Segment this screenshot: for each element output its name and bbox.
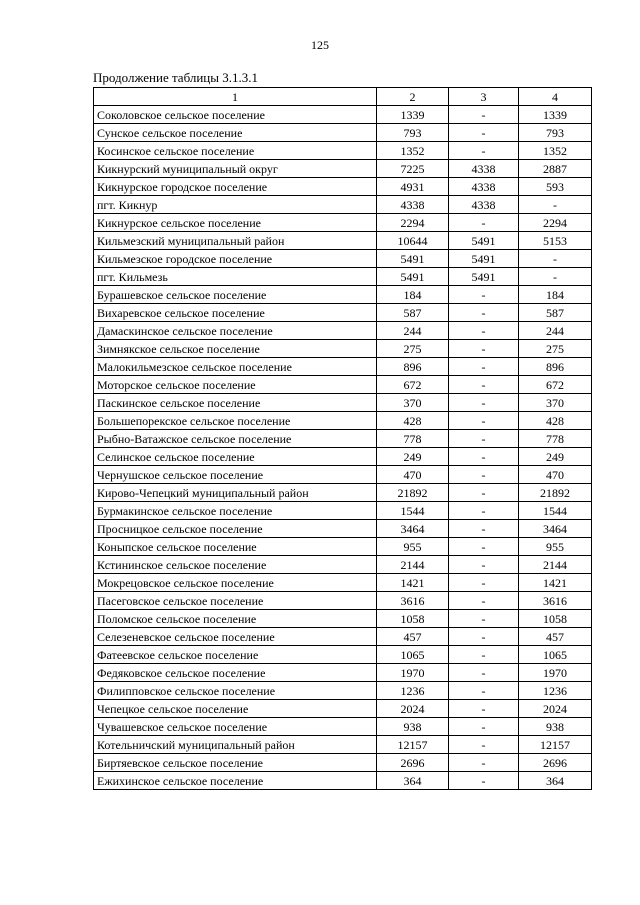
- settlement-name-cell: Кикнурский муниципальный округ: [94, 160, 377, 178]
- settlement-name-cell: Бурмакинское сельское поселение: [94, 502, 377, 520]
- settlement-name-cell: Кстининское сельское поселение: [94, 556, 377, 574]
- value-cell-col4: 244: [519, 322, 592, 340]
- value-cell-col2: 7225: [377, 160, 449, 178]
- settlement-name-cell: Биртяевское сельское поселение: [94, 754, 377, 772]
- value-cell-col2: 275: [377, 340, 449, 358]
- value-cell-col3: -: [449, 394, 519, 412]
- value-cell-col3: 5491: [449, 232, 519, 250]
- value-cell-col4: 938: [519, 718, 592, 736]
- value-cell-col2: 1236: [377, 682, 449, 700]
- table-row: [94, 340, 592, 358]
- settlement-name-cell: Коныпское сельское поселение: [94, 538, 377, 556]
- value-cell-col4: 3464: [519, 520, 592, 538]
- settlement-name-cell: Кильмезское городское поселение: [94, 250, 377, 268]
- table-caption: Продолжение таблицы 3.1.3.1: [93, 70, 258, 85]
- value-cell-col2: 10644: [377, 232, 449, 250]
- value-cell-col2: 955: [377, 538, 449, 556]
- value-cell-col4: 2024: [519, 700, 592, 718]
- value-cell-col4: 21892: [519, 484, 592, 502]
- table-row: [94, 448, 592, 466]
- table-row: [94, 376, 592, 394]
- value-cell-col3: 4338: [449, 178, 519, 196]
- value-cell-col2: 12157: [377, 736, 449, 754]
- table-row: [94, 466, 592, 484]
- value-cell-col4: 1352: [519, 142, 592, 160]
- value-cell-col3: -: [449, 502, 519, 520]
- value-cell-col3: -: [449, 448, 519, 466]
- value-cell-col3: -: [449, 304, 519, 322]
- table-body: [94, 106, 592, 790]
- value-cell-col2: 470: [377, 466, 449, 484]
- table-row: [94, 646, 592, 664]
- settlement-name-cell: Чернушское сельское поселение: [94, 466, 377, 484]
- value-cell-col4: 1065: [519, 646, 592, 664]
- value-cell-col4: 470: [519, 466, 592, 484]
- column-header: 4: [519, 88, 592, 106]
- table-row: [94, 538, 592, 556]
- value-cell-col3: -: [449, 700, 519, 718]
- value-cell-col2: 249: [377, 448, 449, 466]
- value-cell-col4: 2696: [519, 754, 592, 772]
- value-cell-col2: 1544: [377, 502, 449, 520]
- settlement-name-cell: Кильмезский муниципальный район: [94, 232, 377, 250]
- value-cell-col3: -: [449, 610, 519, 628]
- table-row: [94, 664, 592, 682]
- settlement-name-cell: Пасеговское сельское поселение: [94, 592, 377, 610]
- value-cell-col2: 1970: [377, 664, 449, 682]
- value-cell-col4: 1544: [519, 502, 592, 520]
- value-cell-col3: 4338: [449, 196, 519, 214]
- value-cell-col2: 1339: [377, 106, 449, 124]
- settlement-name-cell: пгт. Кикнур: [94, 196, 377, 214]
- value-cell-col2: 778: [377, 430, 449, 448]
- value-cell-col3: -: [449, 358, 519, 376]
- table-row: [94, 196, 592, 214]
- value-cell-col4: 184: [519, 286, 592, 304]
- table-row: [94, 250, 592, 268]
- value-cell-col3: -: [449, 772, 519, 790]
- value-cell-col2: 364: [377, 772, 449, 790]
- value-cell-col2: 2294: [377, 214, 449, 232]
- settlement-name-cell: Большепорекское сельское поселение: [94, 412, 377, 430]
- settlement-name-cell: Сунское сельское поселение: [94, 124, 377, 142]
- table-row: [94, 142, 592, 160]
- value-cell-col3: -: [449, 142, 519, 160]
- value-cell-col4: 1236: [519, 682, 592, 700]
- value-cell-col4: 370: [519, 394, 592, 412]
- value-cell-col3: -: [449, 430, 519, 448]
- settlement-name-cell: Чепецкое сельское поселение: [94, 700, 377, 718]
- value-cell-col3: -: [449, 214, 519, 232]
- value-cell-col3: 4338: [449, 160, 519, 178]
- value-cell-col4: -: [519, 196, 592, 214]
- value-cell-col2: 5491: [377, 268, 449, 286]
- settlement-name-cell: Зимнякское сельское поселение: [94, 340, 377, 358]
- value-cell-col4: 5153: [519, 232, 592, 250]
- value-cell-col3: -: [449, 736, 519, 754]
- value-cell-col3: -: [449, 538, 519, 556]
- value-cell-col2: 5491: [377, 250, 449, 268]
- page-number: 125: [311, 38, 329, 52]
- value-cell-col4: -: [519, 250, 592, 268]
- settlement-name-cell: Косинское сельское поселение: [94, 142, 377, 160]
- value-cell-col3: -: [449, 628, 519, 646]
- table-row: [94, 736, 592, 754]
- value-cell-col4: 896: [519, 358, 592, 376]
- value-cell-col2: 184: [377, 286, 449, 304]
- settlement-name-cell: Паскинское сельское поселение: [94, 394, 377, 412]
- value-cell-col3: -: [449, 664, 519, 682]
- settlement-name-cell: Мокрецовское сельское поселение: [94, 574, 377, 592]
- value-cell-col3: -: [449, 718, 519, 736]
- value-cell-col3: -: [449, 574, 519, 592]
- table-row: [94, 592, 592, 610]
- column-header: 3: [449, 88, 519, 106]
- settlement-name-cell: Дамаскинское сельское поселение: [94, 322, 377, 340]
- settlement-name-cell: Соколовское сельское поселение: [94, 106, 377, 124]
- value-cell-col2: 4338: [377, 196, 449, 214]
- value-cell-col3: -: [449, 286, 519, 304]
- value-cell-col2: 244: [377, 322, 449, 340]
- value-cell-col2: 938: [377, 718, 449, 736]
- settlement-name-cell: пгт. Кильмезь: [94, 268, 377, 286]
- value-cell-col4: 364: [519, 772, 592, 790]
- value-cell-col2: 1065: [377, 646, 449, 664]
- value-cell-col3: -: [449, 682, 519, 700]
- table-row: [94, 412, 592, 430]
- settlement-name-cell: Поломское сельское поселение: [94, 610, 377, 628]
- value-cell-col4: 1339: [519, 106, 592, 124]
- value-cell-col4: 1058: [519, 610, 592, 628]
- settlement-name-cell: Просницкое сельское поселение: [94, 520, 377, 538]
- table-header-row: [94, 88, 592, 106]
- table-row: [94, 682, 592, 700]
- value-cell-col2: 4931: [377, 178, 449, 196]
- settlement-name-cell: Кирово-Чепецкий муниципальный район: [94, 484, 377, 502]
- table-row: [94, 718, 592, 736]
- table-row: [94, 178, 592, 196]
- table-row: [94, 106, 592, 124]
- value-cell-col3: -: [449, 106, 519, 124]
- value-cell-col2: 457: [377, 628, 449, 646]
- table-row: [94, 322, 592, 340]
- value-cell-col4: 593: [519, 178, 592, 196]
- value-cell-col4: 249: [519, 448, 592, 466]
- value-cell-col4: 2294: [519, 214, 592, 232]
- value-cell-col2: 1352: [377, 142, 449, 160]
- value-cell-col4: 2887: [519, 160, 592, 178]
- settlement-name-cell: Кикнурское сельское поселение: [94, 214, 377, 232]
- settlement-name-cell: Фатеевское сельское поселение: [94, 646, 377, 664]
- table-row: [94, 556, 592, 574]
- table-row: [94, 286, 592, 304]
- table-row: [94, 502, 592, 520]
- value-cell-col4: 778: [519, 430, 592, 448]
- value-cell-col4: 955: [519, 538, 592, 556]
- table-row: [94, 772, 592, 790]
- value-cell-col2: 672: [377, 376, 449, 394]
- table-row: [94, 232, 592, 250]
- table-row: [94, 700, 592, 718]
- value-cell-col2: 587: [377, 304, 449, 322]
- value-cell-col4: 275: [519, 340, 592, 358]
- value-cell-col2: 1058: [377, 610, 449, 628]
- value-cell-col3: -: [449, 376, 519, 394]
- value-cell-col4: 457: [519, 628, 592, 646]
- value-cell-col3: -: [449, 124, 519, 142]
- table-row: [94, 358, 592, 376]
- settlement-name-cell: Рыбно-Ватажское сельское поселение: [94, 430, 377, 448]
- value-cell-col3: -: [449, 322, 519, 340]
- value-cell-col2: 2024: [377, 700, 449, 718]
- value-cell-col4: 12157: [519, 736, 592, 754]
- value-cell-col3: -: [449, 412, 519, 430]
- value-cell-col2: 3464: [377, 520, 449, 538]
- table-row: [94, 628, 592, 646]
- value-cell-col4: 3616: [519, 592, 592, 610]
- settlement-name-cell: Селезеневское сельское поселение: [94, 628, 377, 646]
- table-row: [94, 214, 592, 232]
- value-cell-col2: 21892: [377, 484, 449, 502]
- value-cell-col4: 793: [519, 124, 592, 142]
- column-header: 1: [94, 88, 377, 106]
- value-cell-col4: 672: [519, 376, 592, 394]
- value-cell-col3: -: [449, 520, 519, 538]
- value-cell-col2: 3616: [377, 592, 449, 610]
- table-row: [94, 304, 592, 322]
- value-cell-col4: 587: [519, 304, 592, 322]
- settlement-name-cell: Малокильмезское сельское поселение: [94, 358, 377, 376]
- value-cell-col3: 5491: [449, 250, 519, 268]
- settlement-name-cell: Моторское сельское поселение: [94, 376, 377, 394]
- table-row: [94, 268, 592, 286]
- table-row: [94, 574, 592, 592]
- table-row: [94, 484, 592, 502]
- value-cell-col3: 5491: [449, 268, 519, 286]
- value-cell-col4: 428: [519, 412, 592, 430]
- value-cell-col3: -: [449, 646, 519, 664]
- table-row: [94, 394, 592, 412]
- table-row: [94, 160, 592, 178]
- value-cell-col2: 1421: [377, 574, 449, 592]
- value-cell-col4: -: [519, 268, 592, 286]
- value-cell-col2: 793: [377, 124, 449, 142]
- value-cell-col2: 370: [377, 394, 449, 412]
- column-header: 2: [377, 88, 449, 106]
- settlement-name-cell: Котельничский муниципальный район: [94, 736, 377, 754]
- value-cell-col3: -: [449, 484, 519, 502]
- table-row: [94, 610, 592, 628]
- settlement-name-cell: Чувашевское сельское поселение: [94, 718, 377, 736]
- settlement-name-cell: Филипповское сельское поселение: [94, 682, 377, 700]
- table-row: [94, 124, 592, 142]
- value-cell-col2: 2696: [377, 754, 449, 772]
- value-cell-col3: -: [449, 754, 519, 772]
- value-cell-col2: 428: [377, 412, 449, 430]
- value-cell-col4: 2144: [519, 556, 592, 574]
- data-table: [93, 87, 592, 790]
- settlement-name-cell: Селинское сельское поселение: [94, 448, 377, 466]
- settlement-name-cell: Кикнурское городское поселение: [94, 178, 377, 196]
- settlement-name-cell: Вихаревское сельское поселение: [94, 304, 377, 322]
- table-row: [94, 520, 592, 538]
- settlement-name-cell: Бурашевское сельское поселение: [94, 286, 377, 304]
- table-row: [94, 430, 592, 448]
- settlement-name-cell: Федяковское сельское поселение: [94, 664, 377, 682]
- value-cell-col3: -: [449, 340, 519, 358]
- value-cell-col4: 1421: [519, 574, 592, 592]
- table-row: [94, 754, 592, 772]
- value-cell-col3: -: [449, 592, 519, 610]
- value-cell-col3: -: [449, 466, 519, 484]
- value-cell-col4: 1970: [519, 664, 592, 682]
- value-cell-col2: 2144: [377, 556, 449, 574]
- value-cell-col2: 896: [377, 358, 449, 376]
- value-cell-col3: -: [449, 556, 519, 574]
- settlement-name-cell: Ежихинское сельское поселение: [94, 772, 377, 790]
